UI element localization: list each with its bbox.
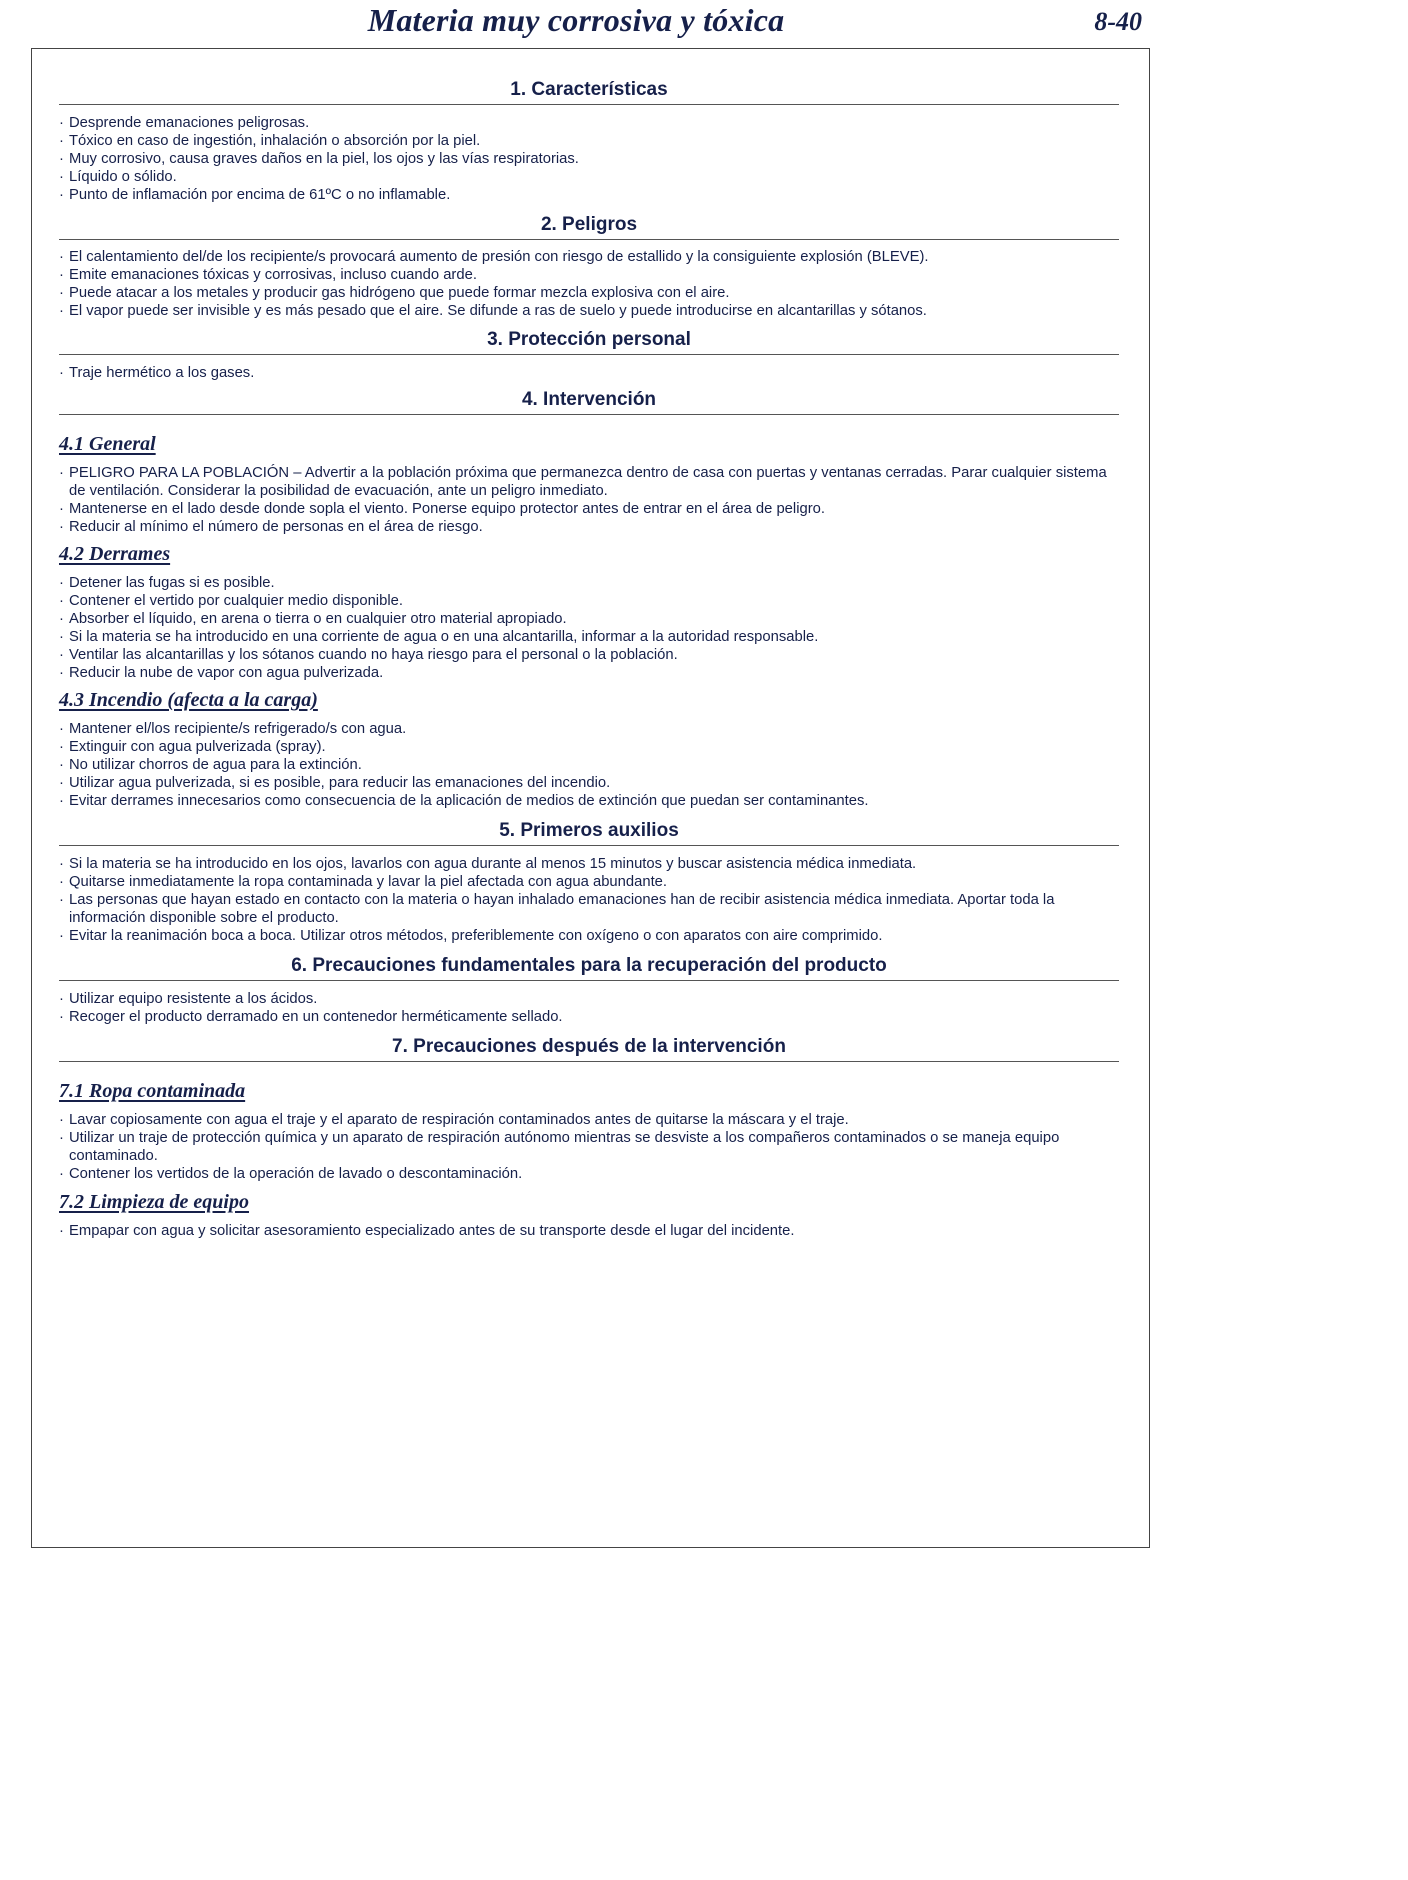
section-intervencion [59,388,1119,810]
list-item: · Emite emanaciones tóxicas y corrosivas, incluso cuando arde. [59,266,1119,284]
list-item: · Lavar copiosamente con agua el traje y el aparato de respiración contaminados antes de quitarse la máscara y el traje. [59,1111,1119,1129]
list-item: · Detener las fugas si es posible. [59,574,1119,592]
list-item: · Utilizar agua pulverizada, si es posible, para reducir las emanaciones del incendio. [59,774,1119,792]
section-title: 1. Características [59,78,1119,105]
section-primeros-auxilios [59,819,1119,945]
subsection-derrames [59,542,1119,682]
subsection-title: 4.3 Incendio (afecta a la carga) [59,689,318,711]
section-title: 5. Primeros auxilios [59,819,1119,846]
subsection-general [59,432,1119,536]
bullet-list [59,1111,1119,1183]
list-item: · Evitar derrames innecesarios como consecuencia de la aplicación de medios de extinción que puedan ser contaminantes. [59,792,1119,810]
subsection-title: 7.1 Ropa contaminada [59,1080,246,1102]
list-item: · Líquido o sólido. [59,168,1119,186]
list-item: · El vapor puede ser invisible y es más pesado que el aire. Se difunde a ras de suelo y puede introducirse en alcantarillas y sótanos. [59,302,1119,320]
section-title: 3. Protección personal [59,328,1119,355]
subsection-title: 4.2 Derrames [59,543,171,565]
list-item: · Tóxico en caso de ingestión, inhalación o absorción por la piel. [59,132,1119,150]
list-item: · Mantener el/los recipiente/s refrigerado/s con agua. [59,720,1119,738]
section-caracteristicas [59,78,1119,204]
list-item: · Quitarse inmediatamente la ropa contaminada y lavar la piel afectada con agua abundante. [59,873,1119,891]
page-number: 8-40 [1094,7,1142,36]
list-item: · Reducir al mínimo el número de personas en el área de riesgo. [59,518,1119,536]
subsection-ropa-contaminada [59,1079,1119,1183]
list-item: · Evitar la reanimación boca a boca. Utilizar otros métodos, preferiblemente con oxígeno o con aparatos con aire comprimido. [59,927,1119,945]
bullet-list [59,855,1119,945]
bullet-list [59,574,1119,682]
list-item: · Puede atacar a los metales y producir gas hidrógeno que puede formar mezcla explosiva con el aire. [59,284,1119,302]
section-title: 7. Precauciones después de la intervención [59,1035,1119,1062]
document-body [59,48,1119,1240]
list-item: · Reducir la nube de vapor con agua pulverizada. [59,664,1119,682]
section-precauciones-recuperacion [59,954,1119,1026]
list-item: · Ventilar las alcantarillas y los sótanos cuando no haya riesgo para el personal o la población. [59,646,1119,664]
list-item: · Mantenerse en el lado desde donde sopla el viento. Ponerse equipo protector antes de entrar en el área de peligro. [59,500,1119,518]
section-title: 6. Precauciones fundamentales para la recuperación del producto [59,954,1119,981]
section-peligros [59,213,1119,320]
page-header [0,0,1152,46]
section-proteccion-personal [59,328,1119,382]
list-item: · No utilizar chorros de agua para la extinción. [59,756,1119,774]
section-precauciones-despues [59,1035,1119,1240]
list-item: · Si la materia se ha introducido en una corriente de agua o en una alcantarilla, informar a la autoridad responsable. [59,628,1119,646]
bullet-list [59,464,1119,536]
list-item: · Contener el vertido por cualquier medio disponible. [59,592,1119,610]
list-item: · Punto de inflamación por encima de 61ºC o no inflamable. [59,186,1119,204]
subsection-title: 7.2 Limpieza de equipo [59,1191,249,1213]
list-item: · Traje hermético a los gases. [59,364,1119,382]
list-item: · El calentamiento del/de los recipiente/s provocará aumento de presión con riesgo de estallido y la consiguiente explosión (BLEVE). [59,248,1119,266]
bullet-list [59,364,1119,382]
list-item: · Recoger el producto derramado en un contenedor herméticamente sellado. [59,1008,1119,1026]
bullet-list [59,114,1119,204]
bullet-list [59,990,1119,1026]
subsection-incendio [59,688,1119,810]
list-item: · Utilizar un traje de protección química y un aparato de respiración autónomo mientras se desviste a los compañeros contaminados o se maneja equipo contaminado. [59,1129,1119,1165]
section-title: 2. Peligros [59,213,1119,240]
list-item: · Si la materia se ha introducido en los ojos, lavarlos con agua durante al menos 15 minutos y buscar asistencia médica inmediata. [59,855,1119,873]
list-item: · Empapar con agua y solicitar asesoramiento especializado antes de su transporte desde el lugar del incidente. [59,1222,1119,1240]
bullet-list [59,248,1119,320]
section-title: 4. Intervención [59,388,1119,415]
list-item: · Extinguir con agua pulverizada (spray). [59,738,1119,756]
list-item: · Contener los vertidos de la operación de lavado o descontaminación. [59,1165,1119,1183]
bullet-list [59,720,1119,810]
list-item: · Muy corrosivo, causa graves daños en la piel, los ojos y las vías respiratorias. [59,150,1119,168]
list-item: · PELIGRO PARA LA POBLACIÓN – Advertir a la población próxima que permanezca dentro de casa con puertas y ventanas cerradas. Parar cualquier sistema de ventilación. Considerar la posibilidad de evacuación, ante un peligro inmediato. [59,464,1119,500]
list-item: · Desprende emanaciones peligrosas. [59,114,1119,132]
page-title: Materia muy corrosiva y tóxica [367,2,785,38]
list-item: · Absorber el líquido, en arena o tierra o en cualquier otro material apropiado. [59,610,1119,628]
list-item: · Utilizar equipo resistente a los ácidos. [59,990,1119,1008]
subsection-title: 4.1 General [59,433,156,455]
subsection-limpieza-equipo [59,1190,1119,1240]
bullet-list [59,1222,1119,1240]
list-item: · Las personas que hayan estado en contacto con la materia o hayan inhalado emanaciones han de recibir asistencia médica inmediata. Aportar toda la información disponible sobre el producto. [59,891,1119,927]
